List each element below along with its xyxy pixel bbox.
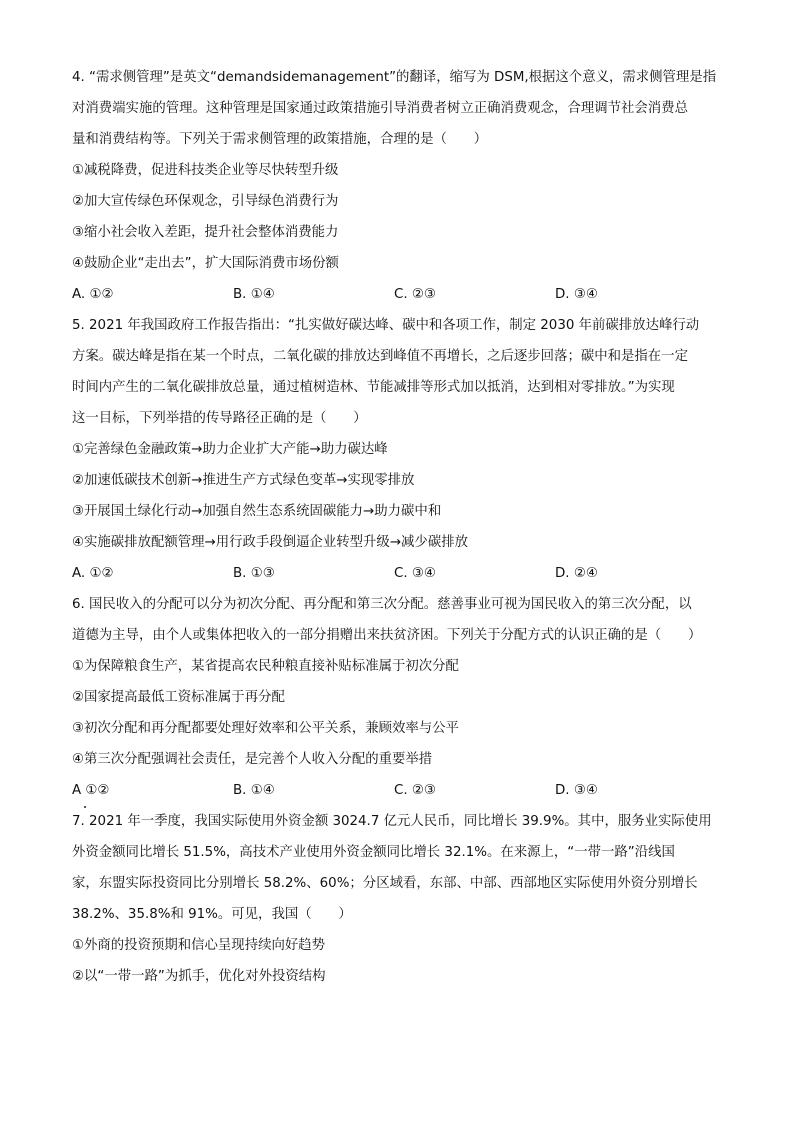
question-stem-line: 量和消费结构等。下列关于需求侧管理的政策措施，合理的是（ ） bbox=[72, 132, 488, 147]
statement-item: ①减税降费，促进科技类企业等尽快转型升级 bbox=[72, 163, 339, 178]
statement-item: ③开展国土绿化行动→加强自然生态系统固碳能力→助力碳中和 bbox=[72, 504, 442, 519]
option-a: A. ①② bbox=[72, 287, 114, 302]
statement-item: ④鼓励企业“走出去”，扩大国际消费市场份额 bbox=[72, 256, 339, 271]
option-b: B. ①④ bbox=[233, 287, 275, 302]
statement-item: ①外商的投资预期和信心呈现持续向好趋势 bbox=[72, 938, 326, 953]
answer-options bbox=[72, 775, 724, 806]
option-d: D. ②④ bbox=[555, 566, 598, 581]
question-stem-line: 家，东盟实际投资同比分别增长 58.2%、60%；分区域看，东部、中部、西部地区实际使用外资分别增长 bbox=[72, 876, 698, 891]
question-stem-line: 对消费端实施的管理。这种管理是国家通过政策措施引导消费者树立正确消费观念，合理调节社会消费总 bbox=[72, 101, 688, 116]
statement-item: ①完善绿色金融政策→助力企业扩大产能→助力碳达峰 bbox=[72, 442, 388, 457]
question-stem-line: 方案。碳达峰是指在某一个时点，二氧化碳的排放达到峰值不再增长，之后逐步回落；碳中和是指在一定 bbox=[72, 349, 688, 364]
question-6 bbox=[72, 589, 724, 806]
statement-item: ③缩小社会收入差距，提升社会整体消费能力 bbox=[72, 225, 339, 240]
option-c: C. ②③ bbox=[394, 783, 436, 798]
option-b: B. ①③ bbox=[233, 566, 275, 581]
question-stem-line: 外资金额同比增长 51.5%，高技术产业使用外资金额同比增长 32.1%。在来源上，“一带一路”沿线国 bbox=[72, 845, 675, 860]
question-7 bbox=[72, 806, 724, 992]
option-a: A ①② bbox=[72, 783, 110, 798]
question-stem-line: 6. 国民收入的分配可以分为初次分配、再分配和第三次分配。慈善事业可视为国民收入的第三次分配，以 bbox=[72, 597, 692, 612]
option-d: D. ③④ bbox=[555, 287, 598, 302]
statement-item: ②以“一带一路”为抓手，优化对外投资结构 bbox=[72, 969, 326, 984]
statement-item: ④第三次分配强调社会责任，是完善个人收入分配的重要举措 bbox=[72, 752, 433, 767]
statement-item: ①为保障粮食生产，某省提高农民种粮直接补贴标准属于初次分配 bbox=[72, 659, 459, 674]
statement-item: ②加速低碳技术创新→推进生产方式绿色变革→实现零排放 bbox=[72, 473, 415, 488]
option-b: B. ①④ bbox=[233, 783, 275, 798]
option-a: A. ①② bbox=[72, 566, 114, 581]
question-stem-line: 道德为主导，由个人或集体把收入的一部分捐赠出来扶贫济困。下列关于分配方式的认识正确的是（ ） bbox=[72, 628, 702, 643]
option-c: C. ②③ bbox=[394, 287, 436, 302]
statement-item: ②加大宣传绿色环保观念，引导绿色消费行为 bbox=[72, 194, 339, 209]
question-stem-line: 5. 2021 年我国政府工作报告指出：“扎实做好碳达峰、碳中和各项工作，制定 2030 年前碳排放达峰行动 bbox=[72, 318, 700, 333]
exam-page bbox=[72, 62, 724, 992]
statement-item: ②国家提高最低工资标准属于再分配 bbox=[72, 690, 285, 705]
option-c: C. ③④ bbox=[394, 566, 436, 581]
answer-options bbox=[72, 558, 724, 589]
statement-item: ④实施碳排放配额管理→用行政手段倒逼企业转型升级→减少碳排放 bbox=[72, 535, 468, 550]
question-stem-line: 时间内产生的二氧化碳排放总量，通过植树造林、节能减排等形式加以抵消，达到相对零排放。”为实现 bbox=[72, 380, 675, 395]
question-4 bbox=[72, 62, 724, 310]
question-stem-line: 这一目标，下列举措的传导路径正确的是（ ） bbox=[72, 411, 367, 426]
answer-options bbox=[72, 279, 724, 310]
option-d: D. ③④ bbox=[555, 783, 598, 798]
question-stem-line: 38.2%、35.8%和 91%。可见，我国（ ） bbox=[72, 907, 352, 922]
statement-item: ③初次分配和再分配都要处理好效率和公平关系，兼顾效率与公平 bbox=[72, 721, 459, 736]
scan-artifact-dot bbox=[84, 806, 86, 808]
question-stem-line: 7. 2021 年一季度，我国实际使用外资金额 3024.7 亿元人民币，同比增长 39.9%。其中，服务业实际使用 bbox=[72, 814, 712, 829]
question-stem-line: 4. “需求侧管理”是英文“demandsidemanagement”的翻译，缩写为 DSM,根据这个意义，需求侧管理是指 bbox=[72, 70, 717, 85]
question-5 bbox=[72, 310, 724, 589]
